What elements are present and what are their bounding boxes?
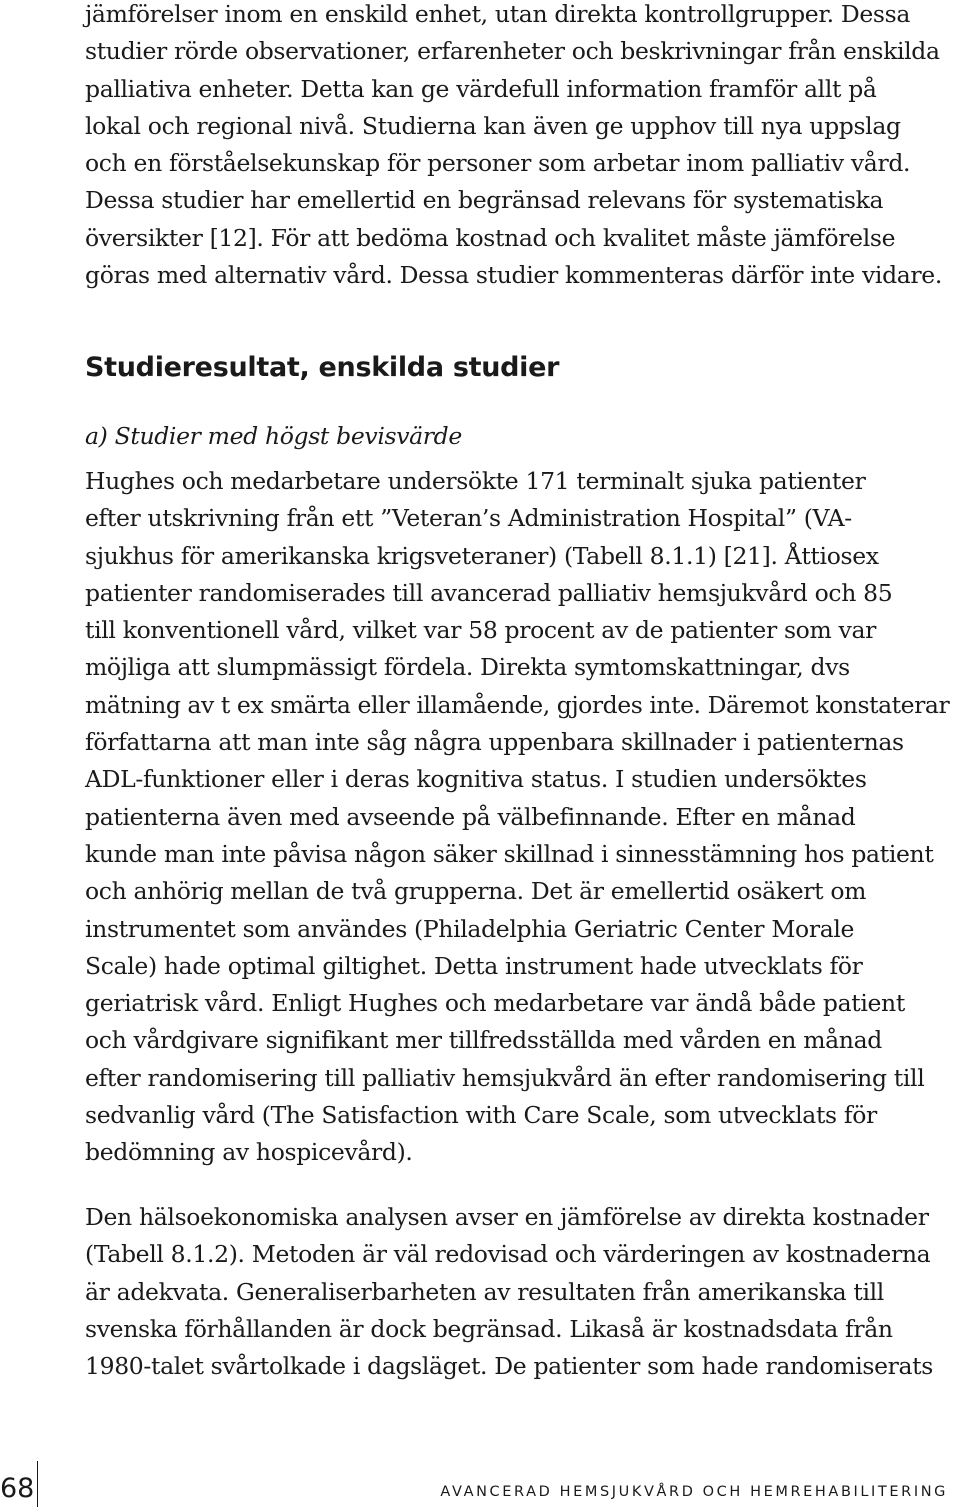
text-line: mätning av t ex smärta eller illamående, gjordes inte. Däremot konstaterar [85,690,950,719]
text-line: (Tabell 8.1.2). Metoden är väl redovisad och värderingen av kostnaderna [85,1240,931,1269]
text-line: författarna att man inte såg några uppenbara skillnader i patienternas [85,728,904,757]
text-line: instrumentet som användes (Philadelphia Geriatric Center Morale [85,914,855,943]
text-line: är adekvata. Generaliserbarheten av resultaten från amerikanska till [85,1277,884,1306]
text-line: och anhörig mellan de två grupperna. Det är emellertid osäkert om [85,877,867,906]
text-line: efter utskrivning från ett ”Veteran’s Administration Hospital” (VA- [85,504,852,533]
text-line: sedvanlig vård (The Satisfaction with Care Scale, som utvecklats för [85,1101,877,1130]
text-line: ADL-funktioner eller i deras kognitiva status. I studien undersöktes [85,765,867,794]
text-line: patienterna även med avseende på välbefinnande. Efter en månad [85,802,856,831]
text-line: Hughes och medarbetare undersökte 171 terminalt sjuka patienter [85,467,866,495]
text-line: patienter randomiserades till avancerad palliativ hemsjukvård och 85 [85,578,893,607]
text-line: sjukhus för amerikanska krigsveteraner) (Tabell 8.1.1) [21]. Åttiosex [85,541,879,570]
running-footer-title: AVANCERAD HEMSJUKVÅRD OCH HEMREHABILITERING [440,1484,948,1500]
text-line: Scale) hade optimal giltighet. Detta instrument hade utvecklats för [85,951,863,980]
footer-divider [37,1461,38,1507]
page-number: 68 [0,1473,35,1504]
text-line: Den hälsoekonomiska analysen avser en jämförelse av direkta kostnader [85,1203,929,1231]
text-line: översikter [12]. För att bedöma kostnad och kvalitet måste jämförelse [85,223,896,252]
text-line: studier rörde observationer, erfarenheter och beskrivningar från enskilda [85,37,940,66]
body-paragraph-economics [85,1199,953,1385]
section-heading: Studieresultat, enskilda studier [85,352,560,383]
text-line: efter randomisering till palliativ hemsjukvård än efter randomisering till [85,1063,925,1092]
text-line: möjliga att slumpmässigt fördela. Direkta symtomskattningar, dvs [85,653,850,682]
text-line: kunde man inte påvisa någon säker skillnad i sinnesstämning hos patient [85,839,934,868]
text-line: svenska förhållanden är dock begränsad. Likaså är kostnadsdata från [85,1314,893,1343]
text-line: och vårdgivare signifikant mer tillfredsställda med vården en månad [85,1026,882,1055]
subsection-heading: a) Studier med högst bevisvärde [85,422,462,450]
text-line: och en förståelsekunskap för personer som arbetar inom palliativ vård. [85,149,911,178]
text-line: lokal och regional nivå. Studierna kan även ge upphov till nya uppslag [85,111,901,140]
text-line: Dessa studier har emellertid en begränsad relevans för systematiska [85,186,884,215]
text-line: bedömning av hospicevård). [85,1138,413,1167]
body-paragraph-hughes [85,463,953,1172]
intro-paragraph [85,0,953,294]
text-line: 1980-talet svårtolkade i dagsläget. De patienter som hade randomiserats [85,1352,933,1381]
text-line: palliativa enheter. Detta kan ge värdefull information framför allt på [85,74,877,103]
text-line: jämförelser inom en enskild enhet, utan direkta kontrollgrupper. Dessa [85,0,910,28]
text-line: göras med alternativ vård. Dessa studier kommenteras därför inte vidare. [85,261,942,290]
text-line: geriatrisk vård. Enligt Hughes och medarbetare var ändå både patient [85,989,905,1018]
text-line: till konventionell vård, vilket var 58 procent av de patienter som var [85,616,877,645]
